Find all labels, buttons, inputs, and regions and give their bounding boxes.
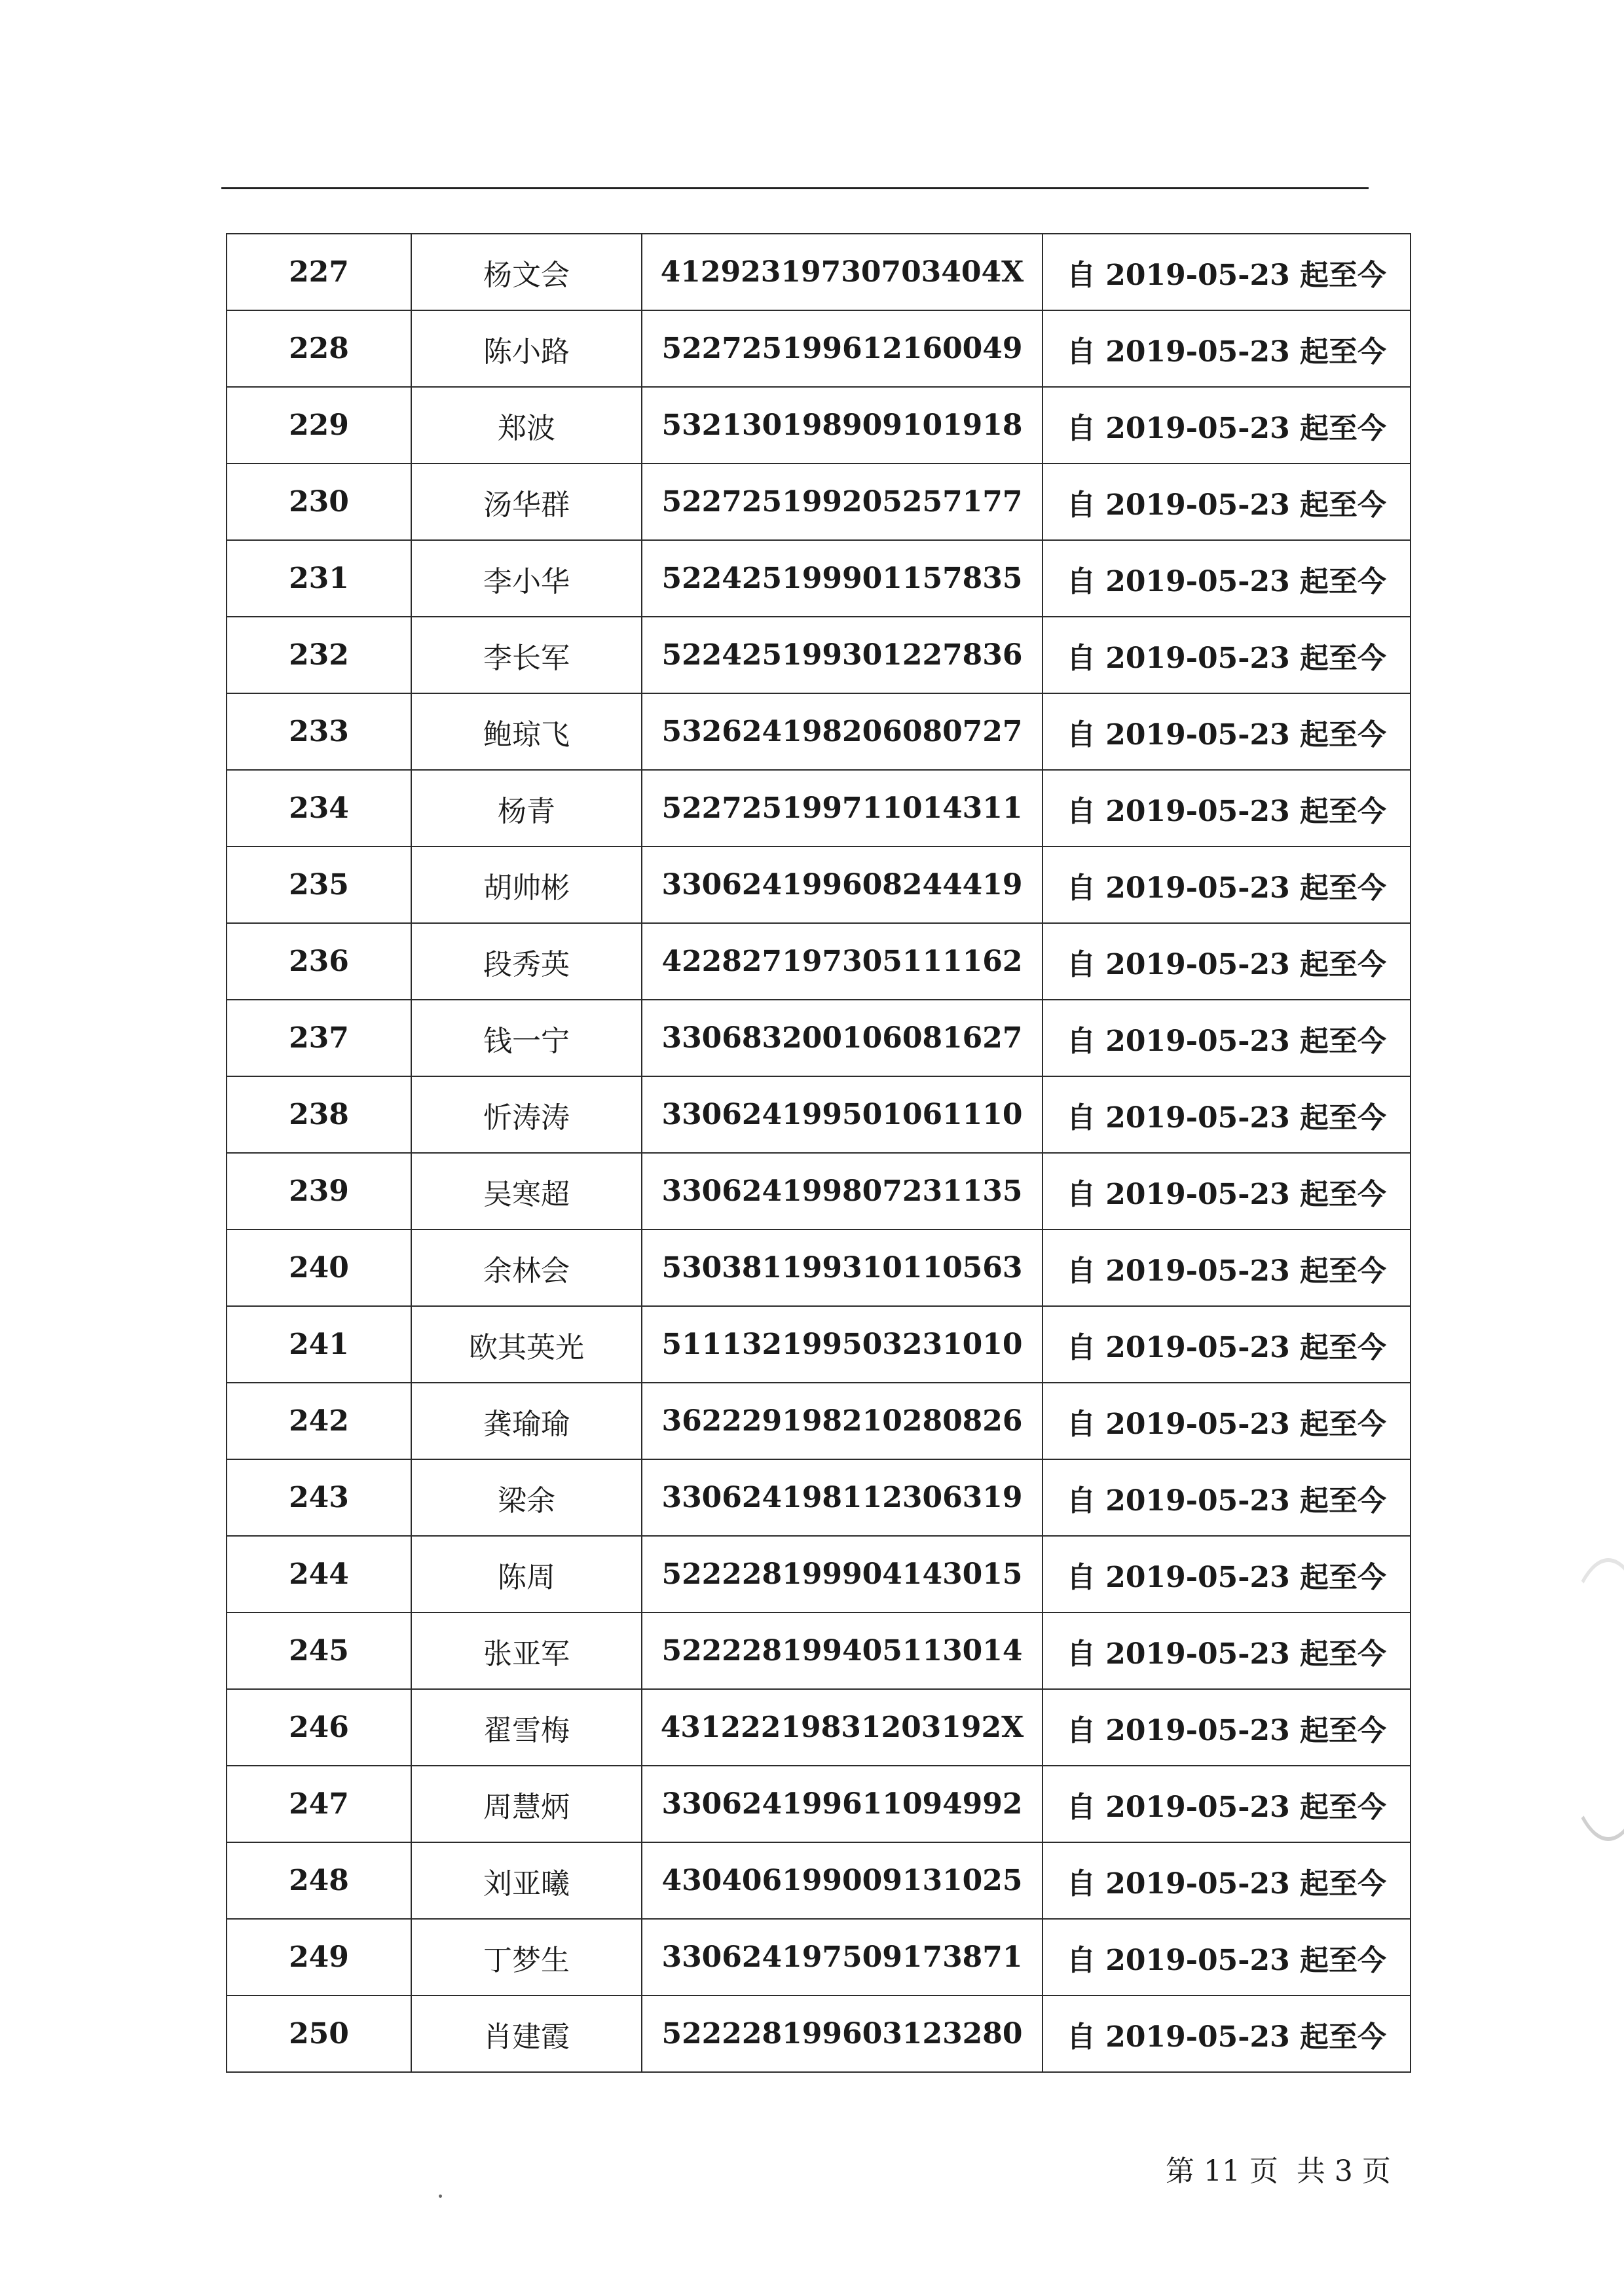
- period: 自 2019-05-23 起至今: [1043, 1076, 1411, 1153]
- row-number: 229: [227, 387, 411, 464]
- id-number: 522228199405113014: [642, 1613, 1043, 1689]
- period: 自 2019-05-23 起至今: [1043, 1766, 1411, 1842]
- seal-stamp-fragment: [1559, 1558, 1624, 1841]
- period: 自 2019-05-23 起至今: [1043, 770, 1411, 847]
- id-number: 330624197509173871: [642, 1919, 1043, 1995]
- person-name: 肖建霞: [411, 1995, 642, 2072]
- table-row: [227, 1766, 1411, 1842]
- period: 自 2019-05-23 起至今: [1043, 1919, 1411, 1995]
- id-number: 522725199205257177: [642, 464, 1043, 540]
- person-name: 鲍琼飞: [411, 693, 642, 770]
- period: 自 2019-05-23 起至今: [1043, 1459, 1411, 1536]
- person-name: 吴寒超: [411, 1153, 642, 1230]
- period: 自 2019-05-23 起至今: [1043, 310, 1411, 387]
- row-number: 235: [227, 847, 411, 923]
- scan-speck: [439, 2195, 442, 2198]
- id-number: 522425199301227836: [642, 617, 1043, 693]
- person-name: 郑波: [411, 387, 642, 464]
- id-number: 532130198909101918: [642, 387, 1043, 464]
- person-name: 忻涛涛: [411, 1076, 642, 1153]
- row-number: 242: [227, 1383, 411, 1459]
- person-name: 李长军: [411, 617, 642, 693]
- row-number: 230: [227, 464, 411, 540]
- row-number: 241: [227, 1306, 411, 1383]
- row-number: 237: [227, 1000, 411, 1076]
- table-row: [227, 617, 1411, 693]
- table-row: [227, 923, 1411, 1000]
- header-rule: [221, 187, 1369, 189]
- row-number: 238: [227, 1076, 411, 1153]
- row-number: 236: [227, 923, 411, 1000]
- period: 自 2019-05-23 起至今: [1043, 1306, 1411, 1383]
- person-name: 刘亚曦: [411, 1842, 642, 1919]
- row-number: 243: [227, 1459, 411, 1536]
- period: 自 2019-05-23 起至今: [1043, 1842, 1411, 1919]
- table-row: [227, 1383, 1411, 1459]
- row-number: 240: [227, 1230, 411, 1306]
- id-number: 362229198210280826: [642, 1383, 1043, 1459]
- person-name: 胡帅彬: [411, 847, 642, 923]
- id-number: 330624199608244419: [642, 847, 1043, 923]
- period: 自 2019-05-23 起至今: [1043, 1995, 1411, 2072]
- id-number: 511132199503231010: [642, 1306, 1043, 1383]
- roster-table-body: [227, 234, 1411, 2072]
- row-number: 234: [227, 770, 411, 847]
- roster-table: [226, 233, 1411, 2073]
- period: 自 2019-05-23 起至今: [1043, 1383, 1411, 1459]
- id-number: 530381199310110563: [642, 1230, 1043, 1306]
- person-name: 杨文会: [411, 234, 642, 310]
- person-name: 汤华群: [411, 464, 642, 540]
- row-number: 246: [227, 1689, 411, 1766]
- table-row: [227, 1536, 1411, 1613]
- row-number: 228: [227, 310, 411, 387]
- period: 自 2019-05-23 起至今: [1043, 1536, 1411, 1613]
- table-row: [227, 1919, 1411, 1995]
- period: 自 2019-05-23 起至今: [1043, 1000, 1411, 1076]
- table-row: [227, 540, 1411, 617]
- row-number: 247: [227, 1766, 411, 1842]
- id-number: 41292319730703404X: [642, 234, 1043, 310]
- table-row: [227, 693, 1411, 770]
- id-number: 330624199611094992: [642, 1766, 1043, 1842]
- table-row: [227, 770, 1411, 847]
- person-name: 龚瑜瑜: [411, 1383, 642, 1459]
- person-name: 陈小路: [411, 310, 642, 387]
- page-number-footer: 第 11 页 共 3 页: [1166, 2155, 1391, 2188]
- id-number: 330624198112306319: [642, 1459, 1043, 1536]
- period: 自 2019-05-23 起至今: [1043, 1689, 1411, 1766]
- row-number: 244: [227, 1536, 411, 1613]
- id-number: 522228199904143015: [642, 1536, 1043, 1613]
- table-row: [227, 310, 1411, 387]
- row-number: 233: [227, 693, 411, 770]
- person-name: 翟雪梅: [411, 1689, 642, 1766]
- period: 自 2019-05-23 起至今: [1043, 234, 1411, 310]
- table-row: [227, 387, 1411, 464]
- row-number: 239: [227, 1153, 411, 1230]
- person-name: 钱一宁: [411, 1000, 642, 1076]
- table-row: [227, 1842, 1411, 1919]
- id-number: 522228199603123280: [642, 1995, 1043, 2072]
- person-name: 周慧炳: [411, 1766, 642, 1842]
- period: 自 2019-05-23 起至今: [1043, 1230, 1411, 1306]
- id-number: 43122219831203192X: [642, 1689, 1043, 1766]
- id-number: 330624199501061110: [642, 1076, 1043, 1153]
- table-row: [227, 234, 1411, 310]
- table-row: [227, 1000, 1411, 1076]
- id-number: 330624199807231135: [642, 1153, 1043, 1230]
- table-row: [227, 464, 1411, 540]
- id-number: 422827197305111162: [642, 923, 1043, 1000]
- period: 自 2019-05-23 起至今: [1043, 617, 1411, 693]
- period: 自 2019-05-23 起至今: [1043, 693, 1411, 770]
- id-number: 522725199612160049: [642, 310, 1043, 387]
- row-number: 232: [227, 617, 411, 693]
- period: 自 2019-05-23 起至今: [1043, 923, 1411, 1000]
- table-row: [227, 1995, 1411, 2072]
- period: 自 2019-05-23 起至今: [1043, 540, 1411, 617]
- period: 自 2019-05-23 起至今: [1043, 464, 1411, 540]
- person-name: 杨青: [411, 770, 642, 847]
- period: 自 2019-05-23 起至今: [1043, 1613, 1411, 1689]
- table-row: [227, 1153, 1411, 1230]
- row-number: 227: [227, 234, 411, 310]
- row-number: 249: [227, 1919, 411, 1995]
- period: 自 2019-05-23 起至今: [1043, 387, 1411, 464]
- table-row: [227, 1306, 1411, 1383]
- person-name: 张亚军: [411, 1613, 642, 1689]
- person-name: 陈周: [411, 1536, 642, 1613]
- id-number: 430406199009131025: [642, 1842, 1043, 1919]
- table-row: [227, 1076, 1411, 1153]
- row-number: 245: [227, 1613, 411, 1689]
- row-number: 250: [227, 1995, 411, 2072]
- person-name: 梁余: [411, 1459, 642, 1536]
- id-number: 532624198206080727: [642, 693, 1043, 770]
- row-number: 231: [227, 540, 411, 617]
- id-number: 522425199901157835: [642, 540, 1043, 617]
- table-row: [227, 1459, 1411, 1536]
- table-row: [227, 1613, 1411, 1689]
- person-name: 欧其英光: [411, 1306, 642, 1383]
- id-number: 330683200106081627: [642, 1000, 1043, 1076]
- table-row: [227, 847, 1411, 923]
- person-name: 李小华: [411, 540, 642, 617]
- id-number: 522725199711014311: [642, 770, 1043, 847]
- period: 自 2019-05-23 起至今: [1043, 847, 1411, 923]
- table-row: [227, 1689, 1411, 1766]
- person-name: 余林会: [411, 1230, 642, 1306]
- period: 自 2019-05-23 起至今: [1043, 1153, 1411, 1230]
- row-number: 248: [227, 1842, 411, 1919]
- person-name: 段秀英: [411, 923, 642, 1000]
- person-name: 丁梦生: [411, 1919, 642, 1995]
- table-row: [227, 1230, 1411, 1306]
